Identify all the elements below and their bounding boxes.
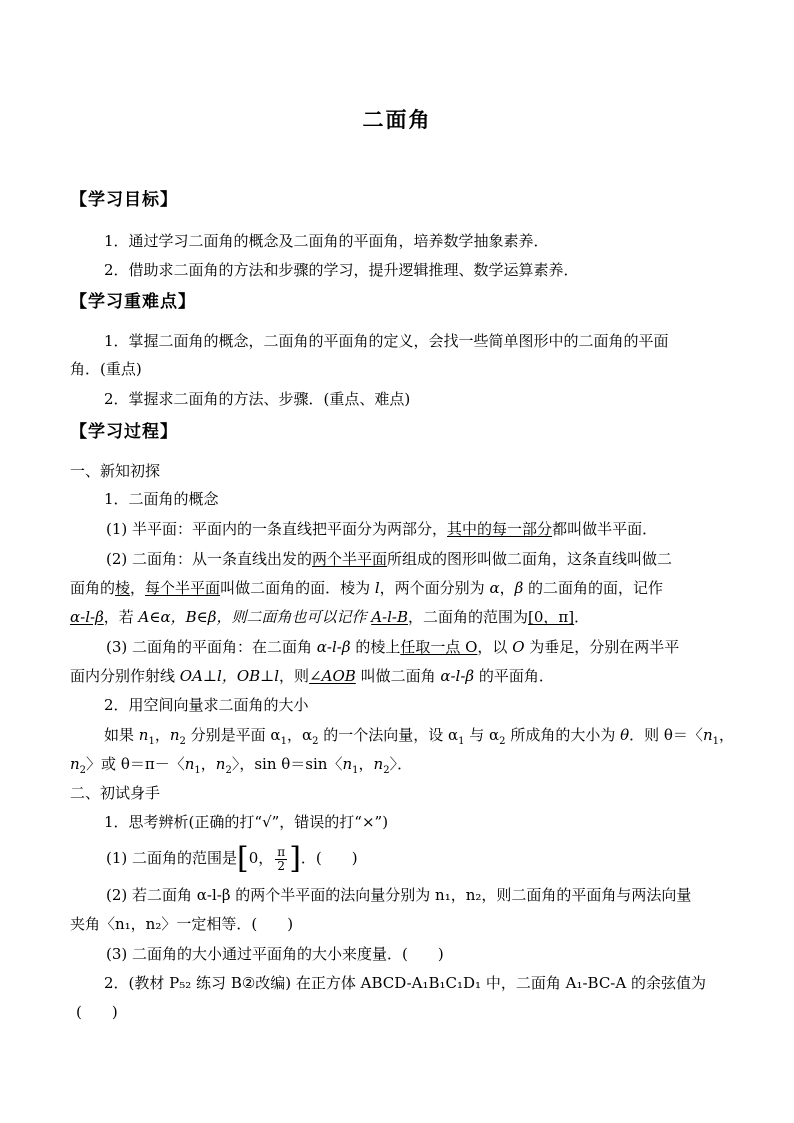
text: ，则 [279,667,310,685]
math-symbol: θ [620,726,630,744]
text: 的平面角． [474,667,554,685]
text: 与 α [464,726,500,744]
text: 的一个法向量，设 α [318,726,459,744]
math-symbol: A [138,608,150,626]
fraction-denominator: 2 [277,858,286,873]
math-symbol: α， [160,608,186,626]
plane-angle-line1 [106,636,679,658]
underlined-text: 棱 [115,579,131,597]
key-point-1-line1: 1．掌握二面角的概念，二面角的平面角的定义，会找一些简单图形中的二面角的平面 [104,332,669,350]
text: 的二面角的面，记作 [523,579,664,597]
math-notation: α-l-β [440,667,475,685]
vector-line2 [70,753,412,782]
text: ，若 [103,608,139,626]
dihedral-definition-line1 [106,548,672,570]
subscript: 1 [352,765,359,776]
text: 所组成的图形叫做二面角，这条直线叫做二 [387,550,673,568]
text: 面角的 [70,579,116,597]
text: 叫做二面角的面．棱为 [220,579,375,597]
range-notation: [0，π] [528,608,575,626]
text: ． [574,608,590,626]
part1-heading: 一、新知初探 [70,462,161,480]
judge-item-2-line2: 夹角〈n₁，n₂〉一定相等．( ) [70,915,294,933]
underlined-text: 任取一点 O [400,638,478,656]
subscript: 2 [179,736,186,747]
vector-line1 [104,724,734,753]
concept-title: 1．二面角的概念 [104,490,219,508]
math-symbol: n [342,755,353,773]
dihedral-definition-line3 [70,606,589,628]
plane-angle-line2 [70,665,554,687]
math-symbol: n [70,755,80,773]
math-symbol: β [514,579,524,597]
right-bracket: ] [289,841,301,876]
text: 面内分别作射线 [70,667,180,685]
page-title: 二面角 [362,107,432,132]
math-symbol: n [702,726,713,744]
math-symbol: α [489,579,500,597]
left-bracket: [ [237,841,249,876]
text: 〉，sin θ＝sin〈 [231,755,343,773]
key-point-1-line2: 角．(重点) [70,360,142,378]
fraction-numerator: π [277,844,286,859]
text: ∈ [149,608,161,626]
math-notation: A-l-B [371,608,409,626]
half-plane-definition [106,518,657,540]
text: ，α [286,726,313,744]
subscript: 1 [712,736,719,747]
judge-title: 1．思考辨析(正确的打“√”，错误的打“×”) [104,813,389,831]
math-notation: α-l-β [70,608,104,626]
underlined-text: 每个半平面 [145,579,221,597]
math-symbol: n [169,726,180,744]
goal-item-1: 1．通过学习二面角的概念及二面角的平面角，培养数学抽象素养． [104,232,549,250]
subscript: 1 [194,765,201,776]
math-symbol: n [215,755,226,773]
text: 所成角的大小为 [505,726,621,744]
math-symbol: n [138,726,149,744]
goal-item-2: 2．借助求二面角的方法和步骤的学习，提升逻辑推理、数学运算素养． [104,261,579,279]
text: (1) 半平面：平面内的一条直线把平面分为两部分， [106,520,448,538]
text: (3) 二面角的平面角：在二面角 [106,638,317,656]
underlined-text: 两个半平面 [312,550,388,568]
subscript: 1 [458,736,465,747]
math-symbol: O [512,638,525,656]
text: ，两个面分别为 [379,579,490,597]
text: 的棱上 [350,638,401,656]
dihedral-definition-line2 [70,577,663,599]
text: ， [499,579,515,597]
subscript: 1 [148,736,155,747]
math-symbol: n [184,755,195,773]
text: 叫做二面角 [355,667,441,685]
text: ．( ) [300,849,358,867]
underlined-text: ∠AOB [309,667,356,685]
subscript: 2 [225,765,232,776]
text: ，二面角的范围为 [408,608,529,626]
key-points-heading: 【学习重难点】 [70,292,196,312]
text: ， [130,579,146,597]
math-notation: OA⊥l，OB⊥l [179,667,280,685]
subscript: 2 [499,736,506,747]
text: ，以 [477,638,513,656]
subscript: 2 [79,765,87,776]
text: (2) 二面角：从一条直线出发的 [106,550,313,568]
judge-item-2-line1: (2) 若二面角 α-l-β 的两个半平面的法向量分别为 n₁，n₂，则二面角的平面角与两法向量 [106,886,692,904]
text: 都叫做半平面． [552,520,658,538]
math-symbol: B [185,608,197,626]
judge-item-1 [106,841,358,876]
text: ．则 θ＝〈 [629,726,703,744]
text: 分别是平面 α [185,726,281,744]
process-heading: 【学习过程】 [70,422,178,442]
pi-over-two-fraction [275,846,287,873]
judge-item-3: (3) 二面角的大小通过平面角的大小来度量．( ) [106,945,444,963]
subscript: 2 [383,765,390,776]
text: ， [154,726,170,744]
goals-heading: 【学习目标】 [70,190,178,210]
math-symbol: l [374,579,380,597]
underlined-text: 每一部分 [492,520,553,538]
math-symbol: n [373,755,384,773]
math-symbol: β，则二面角也可以记作 [207,608,372,626]
text: (1) 二面角的范围是 [106,849,238,867]
question-2-line2: ( ) [76,1003,118,1021]
part2-heading: 二、初试身手 [70,784,161,802]
text: 如果 [104,726,139,744]
text: 〉． [389,755,413,773]
text: 0， [248,849,274,867]
text: ∈ [196,608,208,626]
subscript: 2 [312,736,319,747]
text: 〉或 θ＝π－〈 [86,755,185,773]
text: 为垂足，分别在两半平 [524,638,680,656]
key-point-2: 2．掌握求二面角的方法、步骤．(重点、难点) [104,390,411,408]
underlined-text: 其中的 [447,520,493,538]
text: ， [358,755,374,773]
vector-title: 2．用空间向量求二面角的大小 [104,696,309,714]
text: ， [718,726,734,744]
subscript: 1 [280,736,287,747]
text: ， [200,755,216,773]
question-2-line1: 2．(教材 P₅₂ 练习 B②改编) 在正方体 ABCD-A₁B₁C₁D₁ 中，二面角 A₁-BC-A 的余弦值为 [104,974,706,992]
math-notation: α-l-β [316,638,351,656]
